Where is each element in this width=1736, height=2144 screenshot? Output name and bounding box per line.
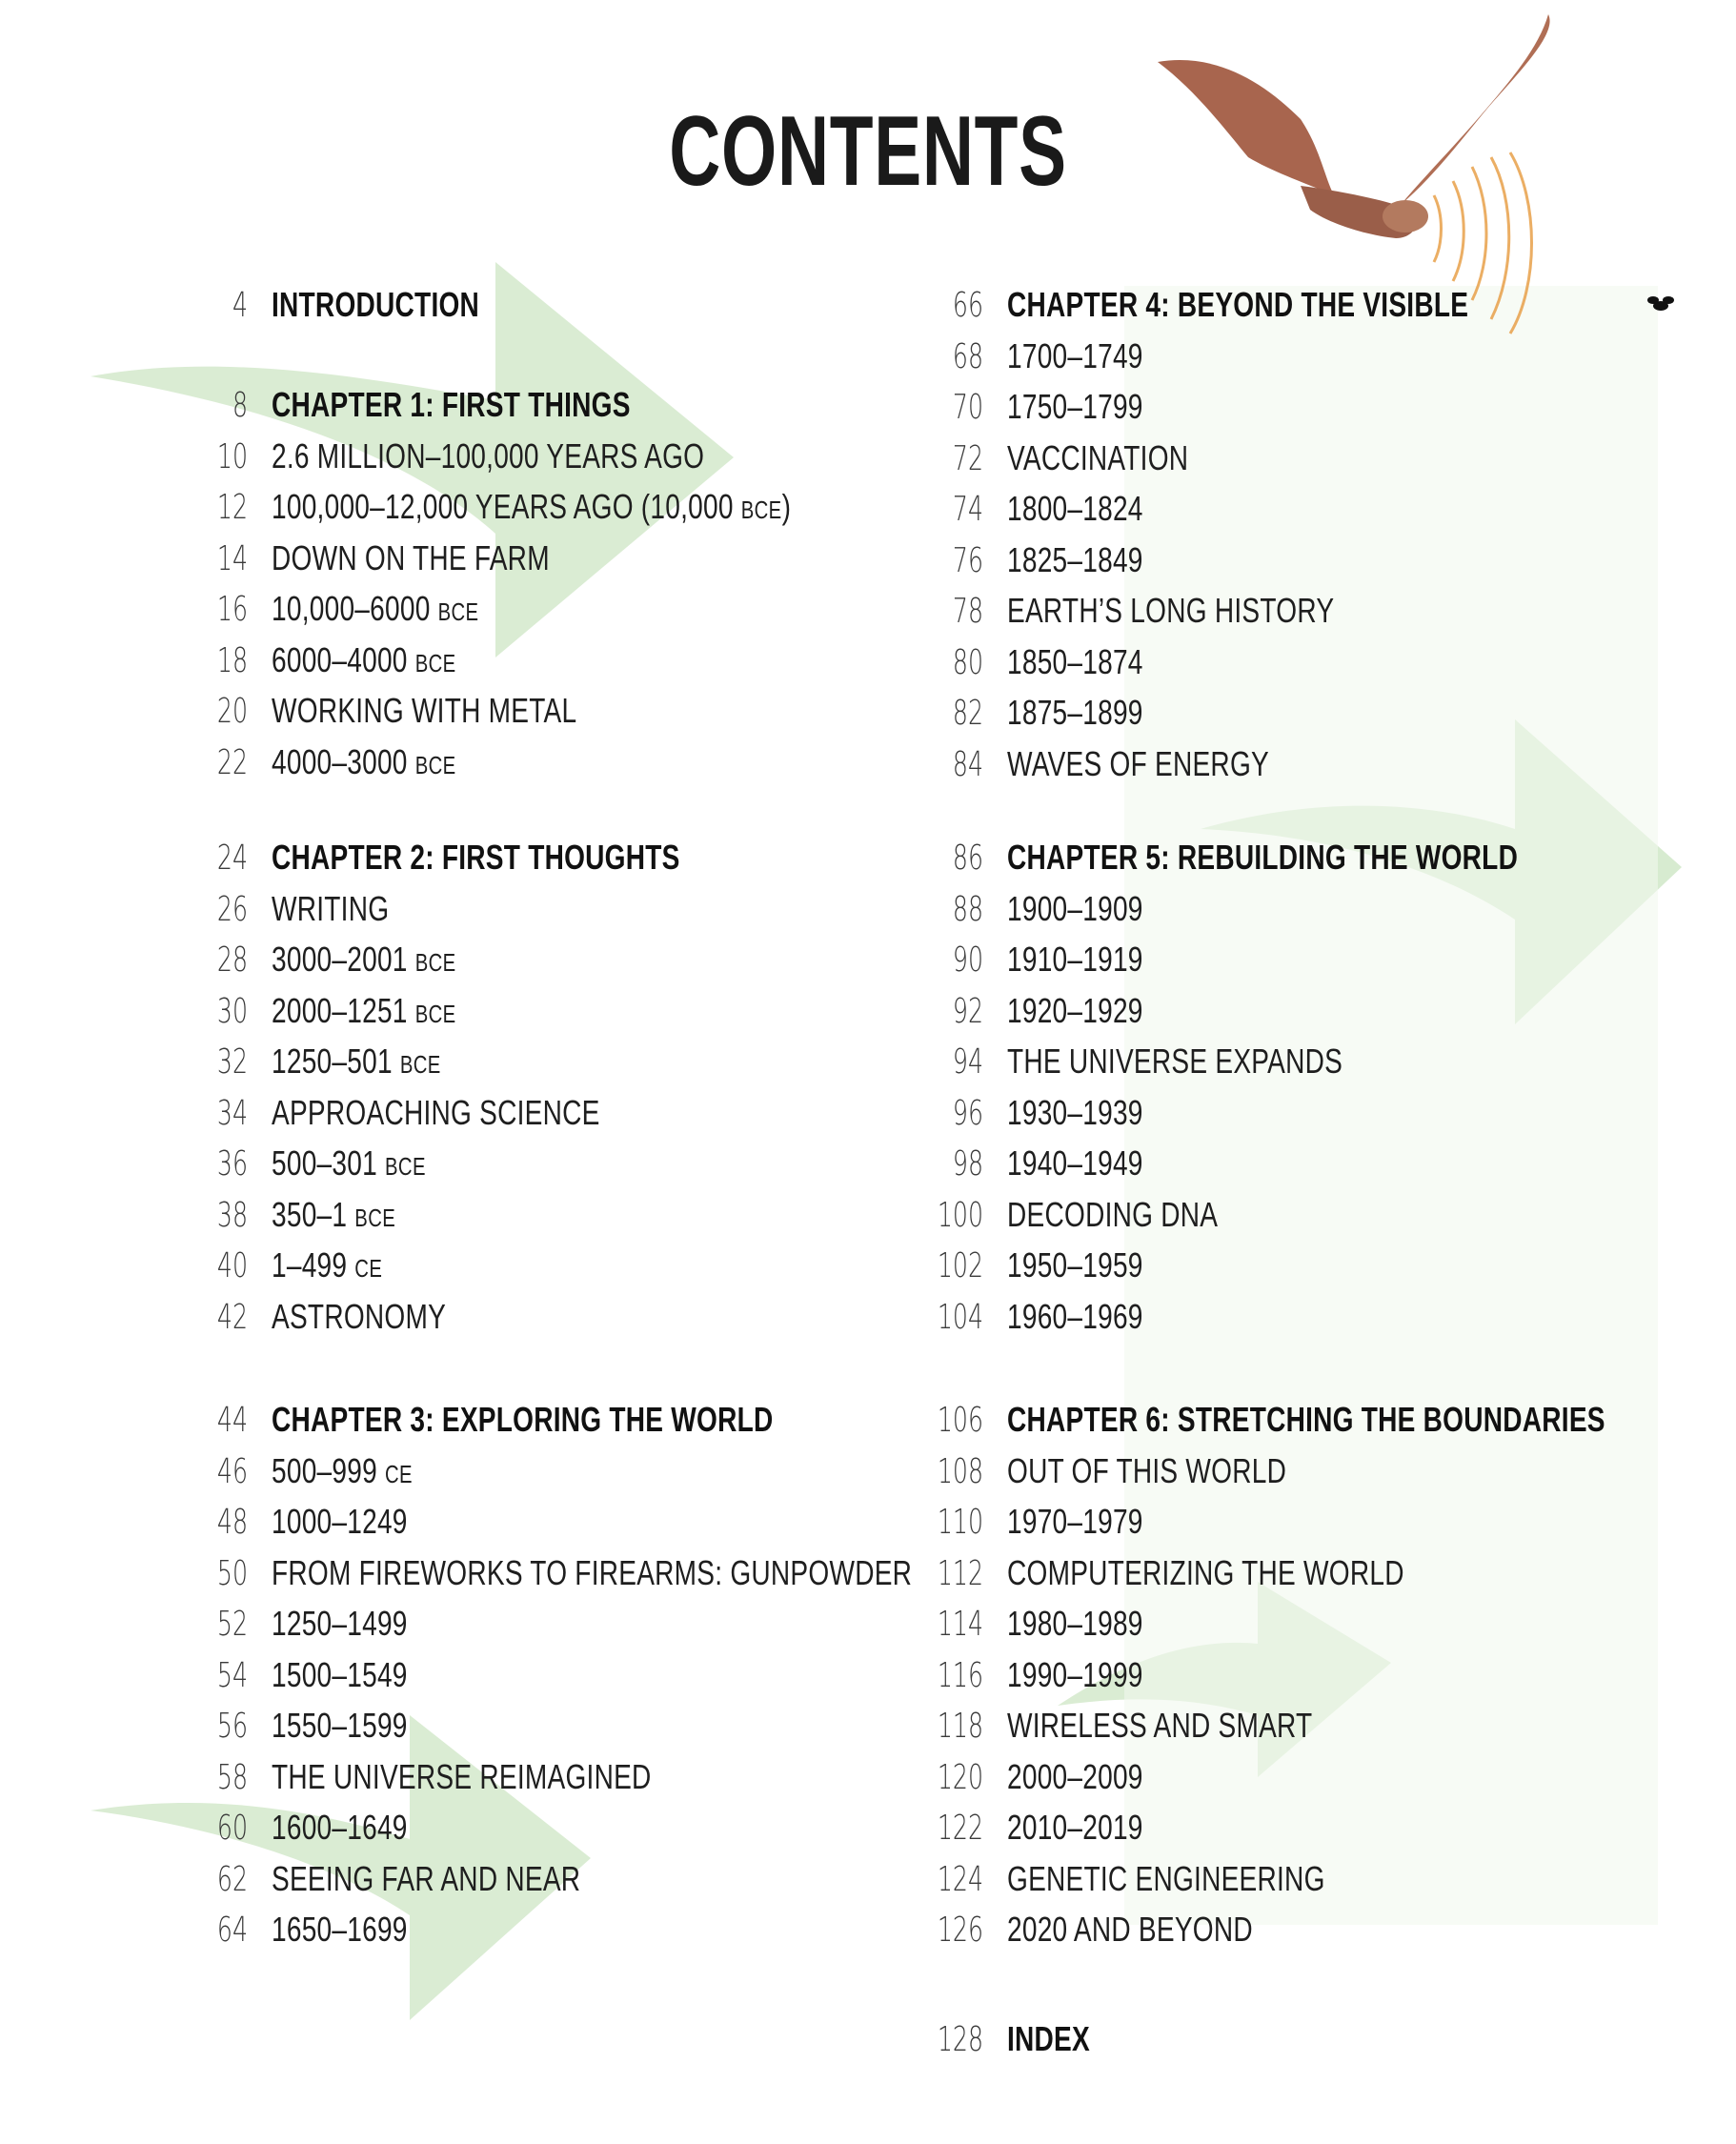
toc-entry: [898, 333, 1181, 380]
entry-title: [272, 1498, 408, 1546]
page-number: 94: [952, 1042, 983, 1082]
entry-title: [272, 834, 680, 881]
page-number: 118: [937, 1707, 983, 1746]
entry-title-text: 500–999: [272, 1450, 385, 1490]
page-number: 80: [952, 642, 983, 682]
toc-chapter-heading: [162, 281, 538, 329]
entry-title-text: 1990–1999: [1007, 1654, 1143, 1694]
entry-title-text: 2020 AND BEYOND: [1007, 1910, 1253, 1949]
era-suffix: BCE: [384, 1152, 426, 1181]
page-number: 72: [952, 438, 983, 478]
toc-chapter-heading: [898, 281, 1599, 329]
entry-title-text: THE UNIVERSE EXPANDS: [1007, 1042, 1343, 1081]
entry-title: [272, 637, 456, 687]
closing-paren: ): [781, 487, 792, 526]
page-number: 110: [937, 1503, 983, 1542]
page-number: 68: [952, 336, 983, 376]
toc-chapter-heading: [898, 834, 1662, 881]
entry-title: [1007, 1038, 1342, 1085]
toc-chapter-heading: [162, 1396, 915, 1444]
entry-title-text: 1800–1824: [1007, 489, 1143, 528]
entry-title: [1007, 1242, 1143, 1289]
page-number: 62: [216, 1859, 248, 1899]
page-number: 46: [216, 1451, 248, 1491]
entry-title-text: FROM FIREWORKS TO FIREARMS: GUNPOWDER: [272, 1552, 913, 1592]
entry-title: [1007, 485, 1143, 533]
entry-title-text: 1960–1969: [1007, 1296, 1143, 1336]
entry-title-text: 1250–1499: [272, 1604, 408, 1643]
toc-entry: [162, 1498, 446, 1546]
toc-entry: [162, 433, 826, 480]
page-number: 14: [216, 538, 248, 578]
toc-entry: [162, 1804, 446, 1851]
entry-title-text: 10,000–6000: [272, 589, 438, 628]
page-number: 70: [952, 388, 983, 427]
entry-title-text: INDEX: [1007, 2019, 1090, 2058]
entry-title: [272, 1191, 395, 1242]
page-number: 100: [937, 1195, 983, 1235]
toc-entry: [162, 987, 508, 1035]
entry-title: [272, 1140, 426, 1190]
page-number: 30: [216, 991, 248, 1031]
entry-title: [1007, 740, 1269, 788]
entry-title: [272, 483, 791, 534]
page-number: 8: [232, 386, 248, 425]
entry-title: [272, 1600, 408, 1648]
entry-title: [1007, 1702, 1312, 1750]
page-number: 124: [937, 1859, 983, 1899]
toc-entry: [162, 1447, 453, 1495]
entry-title-text: 1600–1649: [272, 1808, 408, 1847]
page-number: 58: [216, 1757, 248, 1797]
era-suffix: BCE: [437, 597, 479, 626]
entry-title-text: OUT OF THIS WORLD: [1007, 1450, 1287, 1490]
page-number: 40: [216, 1246, 248, 1285]
entry-title-text: VACCINATION: [1007, 437, 1189, 477]
era-suffix: CE: [354, 1254, 383, 1283]
page-number: 54: [216, 1655, 248, 1695]
entry-title: [1007, 1906, 1253, 1953]
entry-title: [272, 1396, 774, 1444]
toc-entry: [898, 1702, 1399, 1750]
entry-title: [1007, 1855, 1325, 1903]
page-number: 114: [937, 1605, 983, 1644]
entry-title: [1007, 834, 1518, 881]
entry-title: [272, 936, 456, 986]
entry-title-text: 1950–1959: [1007, 1245, 1143, 1284]
page-number: 104: [937, 1297, 983, 1337]
page-number: 112: [937, 1553, 983, 1593]
toc-entry: [898, 1089, 1181, 1137]
page-number: 18: [216, 640, 248, 680]
page-number: 98: [952, 1144, 983, 1183]
entry-title: [272, 281, 479, 329]
toc-entry: [162, 535, 628, 582]
page-number: 50: [216, 1553, 248, 1593]
entry-title-text: 1250–501: [272, 1042, 400, 1081]
toc-entry: [898, 1906, 1322, 1953]
entry-title: [272, 1906, 408, 1953]
entry-title-text: 1–499: [272, 1245, 355, 1284]
toc-entry: [898, 936, 1181, 983]
page-number: 102: [937, 1246, 983, 1285]
page-number: 86: [952, 839, 983, 878]
entry-title-text: 1910–1919: [1007, 940, 1143, 979]
entry-title-text: 1930–1939: [1007, 1092, 1143, 1132]
toc-entry: [162, 483, 938, 531]
toc-entry: [162, 637, 508, 684]
entry-title-text: 2000–2009: [1007, 1756, 1143, 1796]
entry-title-text: ASTRONOMY: [272, 1296, 447, 1336]
entry-title-text: 4000–3000: [272, 741, 415, 781]
era-suffix: BCE: [399, 1050, 441, 1079]
toc-entry: [898, 1855, 1415, 1903]
entry-title-text: 1825–1849: [1007, 539, 1143, 579]
page-number: 116: [937, 1655, 983, 1695]
entry-title-text: WRITING: [272, 888, 390, 928]
entry-title: [272, 987, 456, 1038]
entry-title-text: CHAPTER 2: FIRST THOUGHTS: [272, 838, 680, 877]
entry-title-text: 1875–1899: [1007, 693, 1143, 732]
toc-entry: [898, 1549, 1516, 1597]
toc-entry: [162, 687, 663, 735]
page-number: 128: [937, 2020, 983, 2059]
entry-title-text: 2.6 MILLION–100,000 YEARS AGO: [272, 435, 705, 475]
page-number: 60: [216, 1809, 248, 1848]
entry-title: [272, 687, 576, 735]
toc-chapter-heading: [898, 2015, 1114, 2063]
entry-title: [1007, 1753, 1143, 1801]
toc-entry: [162, 1651, 446, 1699]
entry-title: [272, 1753, 652, 1801]
entry-title: [1007, 536, 1143, 584]
toc-entry: [898, 536, 1181, 584]
entry-title-text: 1550–1599: [272, 1706, 408, 1745]
page-number: 28: [216, 941, 248, 980]
toc-entry: [162, 1293, 495, 1341]
entry-title: [1007, 1600, 1143, 1648]
entry-title-text: INTRODUCTION: [272, 285, 480, 324]
toc-entry: [898, 1498, 1181, 1546]
entry-title-text: EARTH’S LONG HISTORY: [1007, 591, 1335, 630]
entry-title-text: THE UNIVERSE REIMAGINED: [272, 1756, 652, 1796]
page-number: 10: [216, 436, 248, 476]
entry-title: [1007, 1140, 1143, 1187]
toc-entry: [898, 383, 1181, 431]
page-number: 34: [216, 1093, 248, 1133]
entry-title-text: 350–1: [272, 1194, 355, 1234]
entry-title-text: 1700–1749: [1007, 335, 1143, 375]
entry-title-text: 1000–1249: [272, 1502, 408, 1541]
page-number: 36: [216, 1144, 248, 1183]
page-number: 26: [216, 889, 248, 929]
toc-entry: [898, 1140, 1181, 1187]
entry-title-text: 1970–1979: [1007, 1502, 1143, 1541]
page-number: 12: [216, 488, 248, 527]
entry-title: [1007, 689, 1143, 737]
entry-title-text: GENETIC ENGINEERING: [1007, 1858, 1325, 1898]
entry-title: [272, 381, 631, 429]
entry-title: [272, 1447, 413, 1498]
page-number: 38: [216, 1195, 248, 1235]
page-number: 64: [216, 1911, 248, 1950]
entry-title: [1007, 1191, 1218, 1239]
toc-entry: [898, 1242, 1181, 1289]
page-number: 92: [952, 991, 983, 1031]
entry-title: [272, 585, 478, 636]
toc-entry: [898, 1191, 1278, 1239]
entry-title-text: 6000–4000: [272, 639, 415, 679]
page-number: 122: [937, 1809, 983, 1848]
entry-title-text: CHAPTER 4: BEYOND THE VISIBLE: [1007, 285, 1469, 324]
entry-title-text: WIRELESS AND SMART: [1007, 1706, 1313, 1745]
entry-title-text: 1500–1549: [272, 1654, 408, 1694]
page-number: 108: [937, 1451, 983, 1491]
page-number: 4: [232, 286, 248, 325]
era-suffix: BCE: [354, 1203, 396, 1232]
page-number: 32: [216, 1042, 248, 1082]
page-number: 24: [216, 839, 248, 878]
toc-entry: [898, 1600, 1181, 1648]
entry-title-text: WAVES OF ENERGY: [1007, 743, 1269, 783]
moth-icon: [1647, 296, 1674, 311]
entry-title: [1007, 987, 1143, 1035]
entry-title-text: CHAPTER 6: STRETCHING THE BOUNDARIES: [1007, 1400, 1605, 1439]
toc-entry: [162, 1038, 489, 1085]
page-number: 22: [216, 742, 248, 782]
page-number: 20: [216, 692, 248, 731]
page-title: CONTENTS: [669, 96, 1067, 207]
page-number: 88: [952, 889, 983, 929]
entry-title-text: 1750–1799: [1007, 387, 1143, 426]
entry-title: [272, 1549, 912, 1597]
entry-title: [272, 738, 456, 789]
toc-entry: [162, 1140, 470, 1187]
toc-entry: [162, 1702, 446, 1750]
era-suffix: BCE: [740, 496, 782, 524]
background-wash: [1124, 286, 1658, 1925]
toc-entry: [898, 1753, 1181, 1801]
entry-title: [1007, 281, 1468, 329]
era-suffix: BCE: [414, 948, 456, 977]
page-number: 76: [952, 540, 983, 580]
toc-entry: [898, 1804, 1181, 1851]
entry-title: [272, 885, 389, 933]
entry-title: [272, 1702, 408, 1750]
toc-entry: [162, 1191, 431, 1239]
entry-title-text: 1850–1874: [1007, 641, 1143, 681]
entry-title: [272, 1038, 441, 1088]
entry-title: [1007, 1396, 1605, 1444]
era-suffix: BCE: [414, 999, 456, 1028]
toc-entry: [898, 1651, 1181, 1699]
entry-title-text: COMPUTERIZING THE WORLD: [1007, 1552, 1404, 1592]
toc-entry: [162, 1089, 693, 1137]
entry-title: [272, 1242, 382, 1292]
entry-title: [1007, 1549, 1404, 1597]
toc-entry: [162, 1855, 668, 1903]
entry-title: [1007, 383, 1143, 431]
entry-title: [1007, 638, 1143, 686]
era-suffix: BCE: [414, 648, 456, 678]
page-number: 48: [216, 1503, 248, 1542]
entry-title-text: 2000–1251: [272, 990, 415, 1030]
era-suffix: CE: [384, 1459, 413, 1488]
entry-title-text: 500–301: [272, 1143, 385, 1183]
entry-title-text: CHAPTER 1: FIRST THINGS: [272, 385, 631, 424]
entry-title-text: 1940–1949: [1007, 1143, 1143, 1183]
entry-title: [272, 1855, 580, 1903]
page-number: 52: [216, 1605, 248, 1644]
entry-title: [1007, 435, 1188, 482]
page-number: 126: [937, 1911, 983, 1950]
page-number: 66: [952, 286, 983, 325]
toc-entry: [898, 638, 1181, 686]
entry-title: [272, 1651, 408, 1699]
toc-entry: [162, 585, 537, 633]
page-number: 96: [952, 1093, 983, 1133]
entry-title-text: APPROACHING SCIENCE: [272, 1092, 600, 1132]
toc-entry: [162, 1600, 446, 1648]
entry-title: [272, 1089, 600, 1137]
entry-title-text: WORKING WITH METAL: [272, 691, 577, 730]
toc-entry: [162, 738, 508, 786]
toc-entry: [162, 885, 422, 933]
entry-title: [1007, 1498, 1143, 1546]
entry-title-text: CHAPTER 5: REBUILDING THE WORLD: [1007, 838, 1519, 877]
entry-title: [1007, 587, 1334, 635]
page-number: 16: [216, 590, 248, 629]
toc-entry: [898, 1038, 1437, 1085]
page-number: 74: [952, 490, 983, 529]
entry-title: [1007, 333, 1143, 380]
entry-title: [272, 1293, 446, 1341]
page-number: 78: [952, 592, 983, 631]
entry-title-text: 1650–1699: [272, 1910, 408, 1949]
entry-title-text: 2010–2019: [1007, 1808, 1143, 1847]
page-number: 82: [952, 694, 983, 733]
entry-title: [1007, 1293, 1143, 1341]
toc-entry: [898, 1447, 1365, 1495]
entry-title: [1007, 1447, 1286, 1495]
entry-title-text: 100,000–12,000 YEARS AGO (10,000: [272, 487, 741, 526]
entry-title: [272, 433, 704, 480]
toc-chapter-heading: [898, 1396, 1736, 1444]
toc-chapter-heading: [162, 834, 796, 881]
entry-title-text: 3000–2001: [272, 940, 415, 979]
page-number: 90: [952, 941, 983, 980]
entry-title-text: 1980–1989: [1007, 1604, 1143, 1643]
page-number: 106: [937, 1401, 983, 1440]
toc-entry: [162, 1242, 414, 1289]
page-number: 84: [952, 744, 983, 784]
entry-title-text: 1900–1909: [1007, 888, 1143, 928]
entry-title: [1007, 1804, 1143, 1851]
entry-title: [1007, 1089, 1143, 1137]
page-number: 56: [216, 1707, 248, 1746]
entry-title: [1007, 885, 1143, 933]
toc-entry: [898, 987, 1181, 1035]
entry-title: [1007, 936, 1143, 983]
toc-entry: [898, 740, 1343, 788]
page-number: 42: [216, 1297, 248, 1337]
entry-title: [272, 1804, 408, 1851]
era-suffix: BCE: [414, 750, 456, 779]
toc-entry: [162, 1753, 758, 1801]
entry-title-text: SEEING FAR AND NEAR: [272, 1858, 581, 1898]
entry-title-text: 1920–1929: [1007, 990, 1143, 1030]
entry-title-text: CHAPTER 3: EXPLORING THE WORLD: [272, 1400, 774, 1439]
toc-entry: [898, 885, 1181, 933]
toc-entry: [898, 587, 1426, 635]
toc-entry: [162, 936, 508, 983]
entry-title: [1007, 1651, 1143, 1699]
page-number: 120: [937, 1757, 983, 1797]
toc-entry: [898, 1293, 1181, 1341]
entry-title: [272, 535, 550, 582]
page-number: 44: [216, 1401, 248, 1440]
entry-title: [1007, 2015, 1090, 2063]
toc-entry: [898, 435, 1240, 482]
toc-entry: [162, 1906, 446, 1953]
entry-title-text: DOWN ON THE FARM: [272, 537, 550, 577]
toc-entry: [898, 485, 1181, 533]
entry-title-text: DECODING DNA: [1007, 1194, 1219, 1234]
toc-entry: [898, 689, 1181, 737]
toc-chapter-heading: [162, 381, 732, 429]
